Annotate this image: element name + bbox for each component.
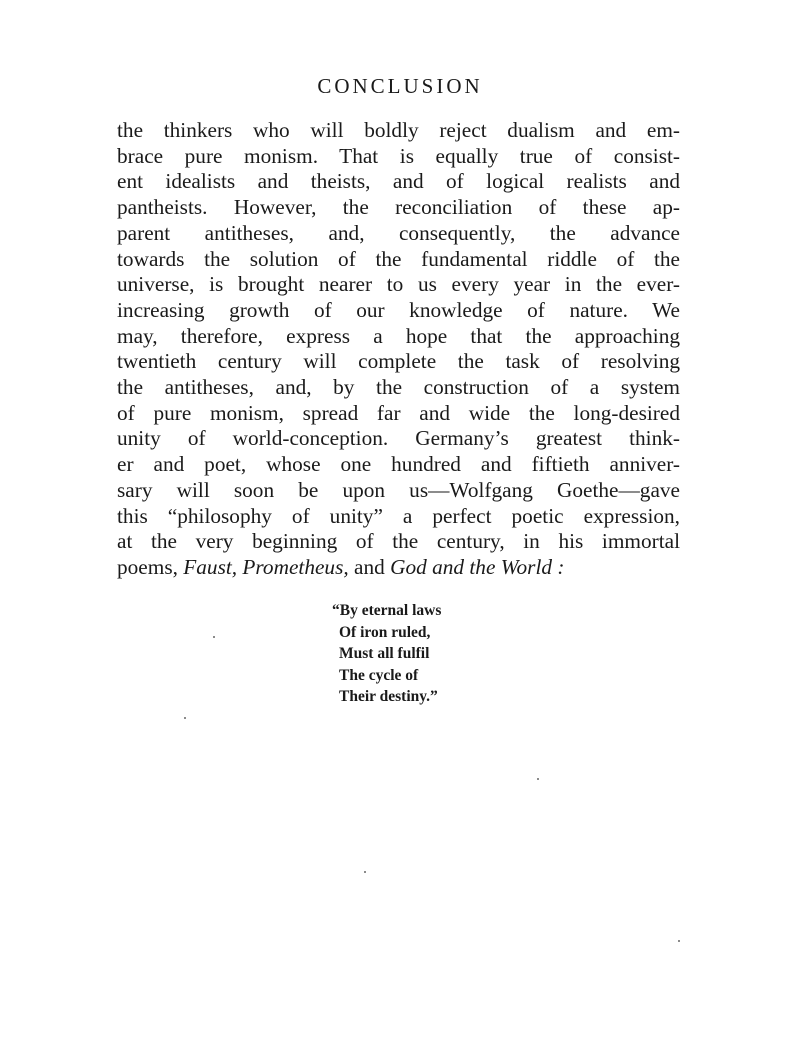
verse-line: “By eternal laws bbox=[332, 602, 442, 619]
paper-speck bbox=[213, 636, 215, 638]
text-line: the antitheses, and, by the construction of a system bbox=[117, 375, 680, 400]
text-line: increasing growth of our knowledge of nature. We bbox=[117, 297, 680, 322]
verse-line: Their destiny.” bbox=[339, 688, 438, 705]
paper-speck bbox=[678, 940, 680, 942]
text-line: parent antitheses, and, consequently, the advance bbox=[117, 220, 680, 245]
work-title-faust-prometheus: Faust, Prometheus, bbox=[183, 554, 349, 579]
text-line: brace pure monism. That is equally true of consist- bbox=[117, 143, 680, 168]
paper-speck bbox=[364, 871, 366, 873]
text-line: pantheists. However, the reconciliation of these ap- bbox=[117, 195, 680, 220]
text-line: er and poet, whose one hundred and fiftieth anniver- bbox=[117, 452, 680, 477]
body-paragraph bbox=[117, 118, 680, 581]
final-line-prefix: poems, bbox=[117, 554, 184, 579]
text-line: ent idealists and theists, and of logical realists and bbox=[117, 169, 680, 194]
verse-quotation bbox=[332, 600, 441, 708]
paper-speck bbox=[537, 778, 539, 780]
text-line: at the very beginning of the century, in his immortal bbox=[117, 529, 680, 554]
verse-line: Must all fulfil bbox=[339, 645, 430, 662]
text-line: towards the solution of the fundamental riddle of the bbox=[117, 246, 680, 271]
text-line: sary will soon be upon us—Wolfgang Goethe—gave bbox=[117, 477, 680, 502]
work-title-god-and-the-world: God and the World : bbox=[390, 554, 565, 579]
text-line: twentieth century will complete the task of resolving bbox=[117, 349, 680, 374]
text-line: this “philosophy of unity” a perfect poetic expression, bbox=[117, 503, 680, 528]
text-line: universe, is brought nearer to us every year in the ever- bbox=[117, 272, 680, 297]
final-line-middle: and bbox=[348, 554, 391, 579]
text-line: unity of world-conception. Germany’s greatest think- bbox=[117, 426, 680, 451]
text-line-final bbox=[117, 555, 680, 581]
text-line: of pure monism, spread far and wide the long-desired bbox=[117, 400, 680, 425]
verse-line: Of iron ruled, bbox=[339, 623, 431, 641]
running-head: CONCLUSION bbox=[317, 74, 483, 98]
paper-speck bbox=[184, 717, 186, 719]
verse-line: The cycle of bbox=[339, 666, 419, 684]
text-line: may, therefore, express a hope that the approaching bbox=[117, 323, 680, 348]
text-line: the thinkers who will boldly reject dualism and em- bbox=[117, 118, 680, 142]
